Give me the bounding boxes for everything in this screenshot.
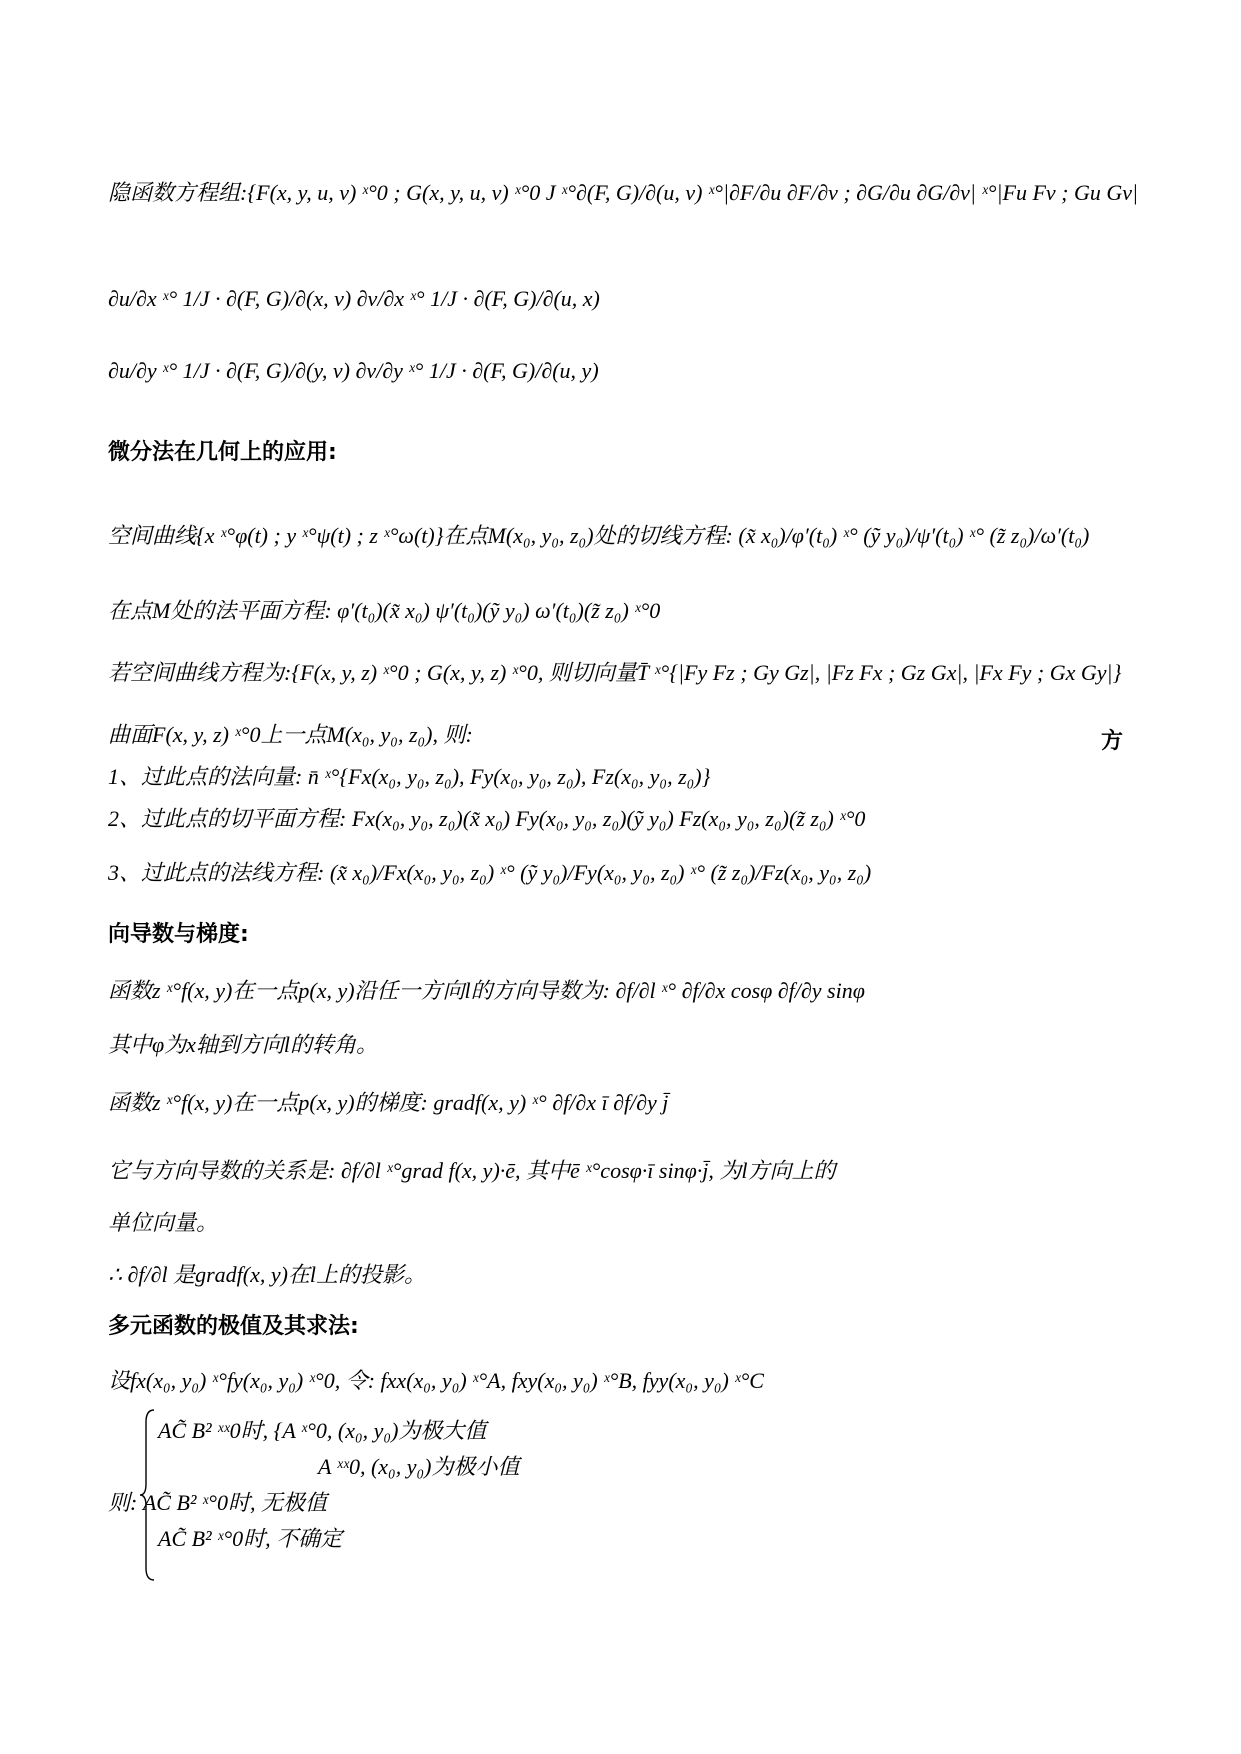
heading-directional-derivative: 向导数与梯度:	[108, 922, 249, 947]
partial-u-y-v-y-line: ∂u/∂y ˣ° 1/J · ∂(F, G)/∂(y, v) ∂v/∂y ˣ° 1/J · ∂(F, G)/∂(u, y)	[108, 358, 599, 383]
tangent-vector-line: 若空间曲线方程为:{F(x, y, z) ˣ°0 ; G(x, y, z) ˣ°0, 则切向量T̄ ˣ°{|Fy Fz ; Gy Gz|, |Fz Fx ; Gz Gx|, |Fx Fy ; Gx Gy|}	[108, 660, 1122, 685]
surface-point-line: 曲面F(x, y, z) ˣ°0上一点M(x₀, y₀, z₀), 则:	[108, 722, 473, 747]
partial-u-x-v-x-line: ∂u/∂x ˣ° 1/J · ∂(F, G)/∂(x, v) ∂v/∂x ˣ° 1/J · ∂(F, G)/∂(u, x)	[108, 286, 600, 311]
case-no-extremum-line: 则: AC̃ B² ˣ°0时, 无极值	[108, 1490, 327, 1515]
normal-vector-line: 1、过此点的法向量: n̄ ˣ°{Fx(x₀, y₀, z₀), Fy(x₀, y₀, z₀), Fz(x₀, y₀, z₀)}	[108, 764, 711, 789]
implicit-function-system-line: 隐函数方程组:{F(x, y, u, v) ˣ°0 ; G(x, y, u, v) ˣ°0 J ˣ°∂(F, G)/∂(u, v) ˣ°|∂F/∂u ∂F/∂v ; ∂G/∂u ∂G/∂v| ˣ°|Fu Fv ; Gu Gv|	[108, 180, 1139, 205]
heading-extrema: 多元函数的极值及其求法:	[108, 1314, 359, 1339]
extrema-setup-line: 设fx(x₀, y₀) ˣ°fy(x₀, y₀) ˣ°0, 令: fxx(x₀, y₀) ˣ°A, fxy(x₀, y₀) ˣ°B, fyy(x₀, y₀) ˣ°C	[108, 1368, 764, 1393]
heading-differential-geometry: 微分法在几何上的应用:	[108, 440, 337, 465]
case-undetermined-line: AC̃ B² ˣ°0时, 不确定	[158, 1526, 343, 1551]
unit-vector-line: 单位向量。	[108, 1210, 219, 1235]
directional-derivative-line: 函数z ˣ°f(x, y)在一点p(x, y)沿任一方向l的方向导数为: ∂f/∂l ˣ° ∂f/∂x cosφ ∂f/∂y sinφ	[108, 978, 865, 1003]
space-curve-tangent-line: 空间曲线{x ˣ°φ(t) ; y ˣ°ψ(t) ; z ˣ°ω(t)}在点M(x₀, y₀, z₀)处的切线方程: (x̃ x₀)/φ′(t₀) ˣ° (ỹ y₀)/ψ′(t₀) ˣ° (z̃ z₀)/ω′(t₀)	[108, 523, 1090, 548]
projection-line: ∴ ∂f/∂l 是gradf(x, y)在l上的投影。	[108, 1262, 427, 1287]
relation-line: 它与方向导数的关系是: ∂f/∂l ˣ°grad f(x, y)·ē, 其中ē ˣ°cosφ·ī sinφ·j̄, 为l方向上的	[108, 1158, 836, 1183]
gradient-line: 函数z ˣ°f(x, y)在一点p(x, y)的梯度: gradf(x, y) ˣ° ∂f/∂x ī ∂f/∂y j̄	[108, 1090, 669, 1115]
normal-plane-line: 在点M处的法平面方程: φ′(t₀)(x̃ x₀) ψ′(t₀)(ỹ y₀) ω′(t₀)(z̃ z₀) ˣ°0	[108, 598, 661, 623]
case-max-min-line: AC̃ B² ˣˣ0时, {A ˣ°0, (x₀, y₀)为极大值	[158, 1418, 487, 1443]
case-min-line: A ˣˣ0, (x₀, y₀)为极小值	[318, 1454, 520, 1479]
angle-note-line: 其中φ为x轴到方向l的转角。	[108, 1032, 379, 1057]
tangent-plane-line: 2、过此点的切平面方程: Fx(x₀, y₀, z₀)(x̃ x₀) Fy(x₀, y₀, z₀)(ỹ y₀) Fz(x₀, y₀, z₀)(z̃ z₀) ˣ°0	[108, 806, 866, 831]
trailing-char: 方	[1100, 729, 1123, 754]
normal-line-line: 3、过此点的法线方程: (x̃ x₀)/Fx(x₀, y₀, z₀) ˣ° (ỹ y₀)/Fy(x₀, y₀, z₀) ˣ° (z̃ z₀)/Fz(x₀, y₀, z₀)	[108, 860, 872, 885]
